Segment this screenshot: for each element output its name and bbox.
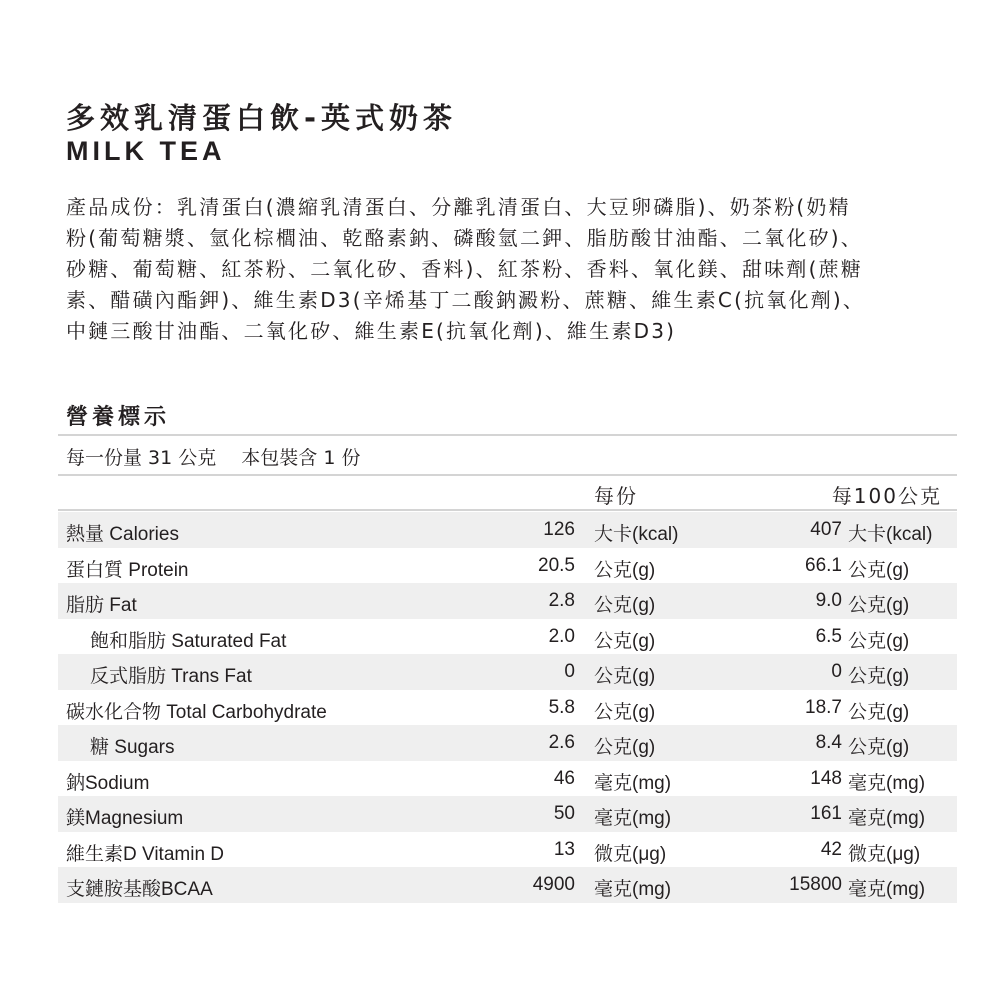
per-100g-unit: 公克(g) [848, 666, 910, 687]
row-label: 糖 Sugars [90, 737, 175, 758]
per-100g-unit: 毫克(mg) [848, 808, 926, 829]
table-row [58, 832, 957, 868]
per-100g-value: 148 [810, 767, 842, 789]
divider [58, 434, 957, 436]
nutrition-title: 營養標示 [66, 405, 171, 430]
table-row [58, 619, 957, 655]
table-row [58, 583, 957, 619]
per-serving-unit: 毫克(mg) [594, 808, 672, 829]
per-100g-unit: 公克(g) [848, 630, 910, 652]
per-100g-unit: 公克(g) [848, 701, 910, 723]
product-subtitle: MILK TEA [66, 136, 226, 166]
per-100g-value: 42 [820, 838, 842, 860]
per-serving-value: 0 [564, 661, 575, 682]
per-100g-unit: 公克(g) [848, 559, 910, 581]
table-row [58, 867, 957, 903]
per-100g-unit: 毫克(mg) [848, 772, 926, 794]
table-row [58, 761, 957, 797]
row-label: 熱量 Calories [66, 524, 179, 545]
per-serving-unit: 公克(g) [594, 595, 656, 616]
per-serving-value: 4900 [532, 874, 575, 895]
per-100g-value: 15800 [789, 874, 842, 895]
ingredients-line: 產品成份：乳清蛋白(濃縮乳清蛋白、分離乳清蛋白、大豆卵磷脂)、奶茶粉(奶精 [66, 195, 851, 219]
per-serving-unit: 毫克(mg) [594, 879, 672, 900]
per-serving-unit: 公克(g) [594, 666, 656, 687]
per-serving-unit: 公克(g) [594, 559, 656, 581]
per-serving-value: 46 [553, 767, 575, 789]
per-100g-value: 407 [810, 519, 842, 540]
serving-info: 每一份量 31 公克 本包裝含 1 份 [66, 447, 361, 469]
per-serving-unit: 公克(g) [594, 701, 656, 723]
col-header-per-100g: 每100公克 [831, 484, 942, 508]
row-label: 飽和脂肪 Saturated Fat [90, 630, 287, 652]
ingredients-line: 素、醋磺內酯鉀)、維生素D3(辛烯基丁二酸鈉澱粉、蔗糖、維生素C(抗氧化劑)、 [66, 288, 866, 312]
per-serving-value: 50 [553, 803, 575, 824]
ingredients [66, 192, 966, 347]
ingredients-line: 粉(葡萄糖漿、氫化棕櫚油、乾酪素鈉、磷酸氫二鉀、脂肪酸甘油酯、二氧化矽)、 [66, 226, 864, 250]
row-label: 鈉Sodium [66, 772, 150, 794]
per-100g-value: 8.4 [815, 732, 842, 753]
row-label: 維生素D Vitamin D [66, 843, 225, 865]
table-row [58, 512, 957, 548]
ingredients-line: 中鏈三酸甘油酯、二氧化矽、維生素E(抗氧化劑)、維生素D3) [66, 319, 677, 343]
per-serving-value: 126 [543, 519, 575, 540]
per-serving-value: 2.6 [548, 732, 575, 753]
product-title: 多效乳清蛋白飲-英式奶茶 [66, 101, 458, 135]
row-label: 支鏈胺基酸BCAA [66, 879, 213, 900]
row-label: 脂肪 Fat [66, 595, 137, 616]
table-row [58, 690, 957, 726]
per-100g-value: 0 [831, 661, 842, 682]
per-serving-value: 20.5 [538, 554, 575, 576]
per-serving-unit: 微克(μg) [594, 843, 667, 865]
table-row [58, 548, 957, 584]
per-serving-unit: 大卡(kcal) [594, 524, 679, 545]
per-serving-unit: 公克(g) [594, 630, 656, 652]
per-100g-value: 161 [810, 803, 842, 824]
per-100g-unit: 公克(g) [848, 737, 910, 758]
per-100g-value: 66.1 [805, 554, 842, 576]
col-header-per-serving: 每份 [594, 484, 638, 508]
row-label: 鎂Magnesium [66, 808, 184, 829]
per-serving-value: 2.8 [548, 590, 575, 611]
table-row [58, 796, 957, 832]
per-serving-value: 2.0 [548, 625, 575, 647]
per-serving-unit: 毫克(mg) [594, 772, 672, 794]
row-label: 碳水化合物 Total Carbohydrate [66, 701, 327, 723]
divider [58, 474, 957, 476]
per-100g-unit: 毫克(mg) [848, 879, 926, 900]
row-label: 蛋白質 Protein [66, 559, 189, 581]
per-serving-value: 13 [553, 838, 575, 860]
nutrition-table [58, 512, 957, 903]
table-row [58, 725, 957, 761]
row-label: 反式脂肪 Trans Fat [90, 666, 252, 687]
per-100g-value: 6.5 [815, 625, 842, 647]
per-100g-value: 18.7 [805, 696, 842, 718]
per-serving-unit: 公克(g) [594, 737, 656, 758]
per-serving-value: 5.8 [548, 696, 575, 718]
per-100g-unit: 公克(g) [848, 595, 910, 616]
per-100g-unit: 大卡(kcal) [848, 524, 933, 545]
ingredients-line: 砂糖、葡萄糖、紅茶粉、二氧化矽、香料)、紅茶粉、香料、氧化鎂、甜味劑(蔗糖 [66, 257, 864, 281]
divider [58, 509, 957, 511]
per-100g-value: 9.0 [815, 590, 842, 611]
per-100g-unit: 微克(μg) [848, 843, 921, 865]
table-row [58, 654, 957, 690]
